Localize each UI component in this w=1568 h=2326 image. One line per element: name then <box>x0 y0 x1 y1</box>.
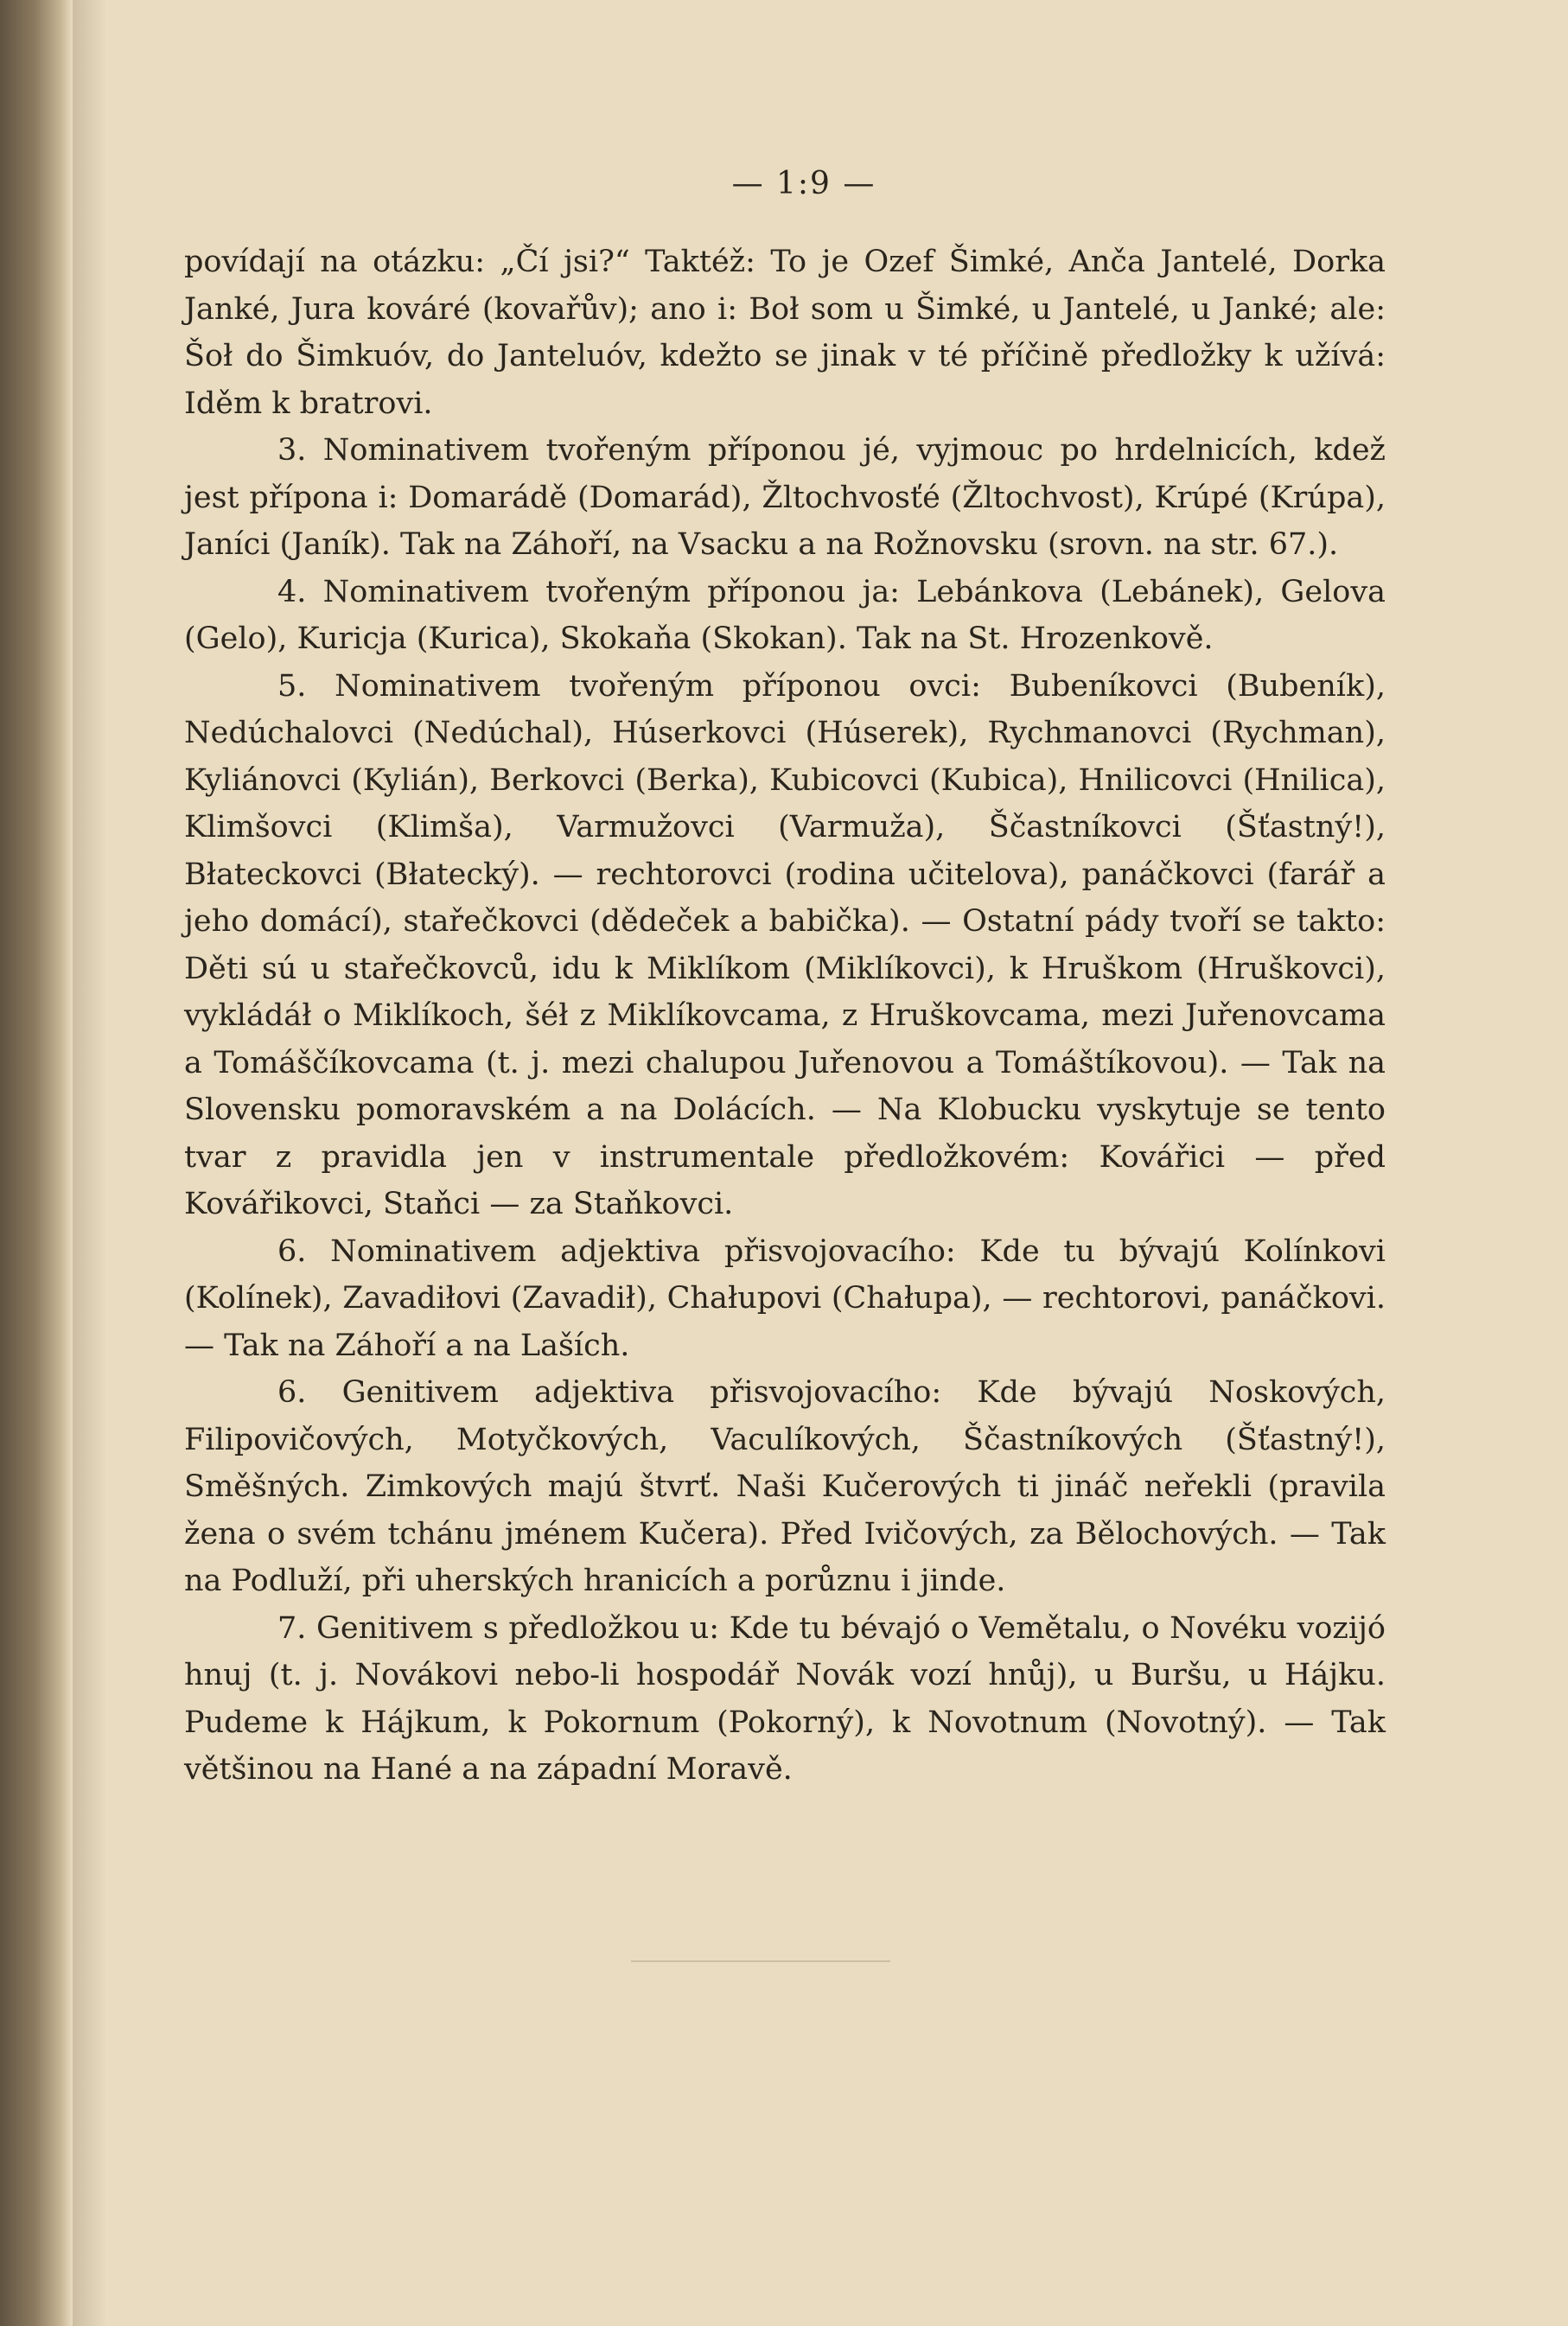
page-fold-shadow <box>73 0 107 2326</box>
paragraph-intro: povídají na otázku: „Čí jsi?“ Taktéž: To je Ozef Šimké, Anča Jantelé, Dorka Janké, Jura kováré (kovařův); ano i: Boł som u Šimké, u Jantelé, u Janké; ale: Šoł do Šimkuóv, do Janteluóv, kdežto se jinak v té příčině předložky k užívá: Iděm k bratrovi. <box>184 245 1386 421</box>
book-gutter <box>0 0 73 2326</box>
paragraph-6a: 6. Nominativem adjektiva přisvojovacího: Kde tu bývajú Kolínkovi (Kolínek), Zavadiłovi (Zavadił), Chałupovi (Chałupa), — rechtorovi, panáčkovi. — Tak na Záhoří a na Laších. <box>184 1233 1386 1363</box>
page-number: — 1:9 — <box>731 166 876 201</box>
paragraph-7: 7. Genitivem s předložkou u: Kde tu bévajó o Vemětalu, o Novéku vozijó hnuj (t. j. Novákovi nebo-li hospodář Novák vozí hnůj), u Buršu, u Hájku. Pudeme k Hájkum, k Pokornum (Pokorný), k Novotnum (Novotný). — Tak většinou na Hané a na západní Moravě. <box>184 1610 1386 1787</box>
paragraph-4: 4. Nominativem tvořeným příponou ja: Lebánkova (Lebánek), Gelova (Gelo), Kuricja (Kurica), Skokaňa (Skokan). Tak na St. Hrozenkově. <box>184 574 1386 656</box>
body-text <box>184 239 1386 1794</box>
paragraph-6b: 6. Genitivem adjektiva přisvojovacího: Kde bývajú Noskových, Filipovičových, Motyčkových, Vaculíkových, Ščastníkových (Šťastný!), Směšných. Zimkových majú štvrť. Naši Kučerových ti jináč neřekli (pravila žena o svém tchánu jménem Kučera). Před Ivičových, za Bělochových. — Tak na Podluží, při uherských hranicích a porůznu i jinde. <box>184 1375 1386 1598</box>
paragraph-3: 3. Nominativem tvořeným příponou jé, vyjmouc po hrdelnicích, kdež jest přípona i: Domarádě (Domarád), Žltochvosťé (Žltochvost), Krúpé (Krúpa), Janíci (Janík). Tak na Záhoří, na Vsacku a na Rožnovsku (srovn. na str. 67.). <box>184 433 1386 562</box>
bleed-through-rule <box>631 1960 890 1962</box>
paragraph-5: 5. Nominativem tvořeným příponou ovci: Bubeníkovci (Bubeník), Nedúchalovci (Nedúchal), Húserkovci (Húserek), Rychmanovci (Rychman), Kyliánovci (Kylián), Berkovci (Berka), Kubicovci (Kubica), Hnilicovci (Hnilica), Klimšovci (Klimša), Varmužovci (Varmuža), Ščastníkovci (Šťastný!), Błateckovci (Błatecký). — rechtorovci (rodina učitelova), panáčkovci (farář a jeho domácí), stařečkovci (dědeček a babička). — Ostatní pády tvoří se takto: Děti sú u stařečkovců, idu k Miklíkom (Miklíkovci), k Hruškom (Hruškovci), vykládáł o Miklíkoch, šéł z Miklíkovcama, z Hruškovcama, mezi Juřenovcama a Tomáščíkovcama (t. j. mezi chalupou Juřenovou a Tomáštíkovou). — Tak na Slovensku pomoravském a na Dolácích. — Na Klobucku vyskytuje se tento tvar z pravidla jen v instrumentale předložkovém: Kovářici — před Kovářikovci, Staňci — za Staňkovci. <box>184 668 1386 1221</box>
